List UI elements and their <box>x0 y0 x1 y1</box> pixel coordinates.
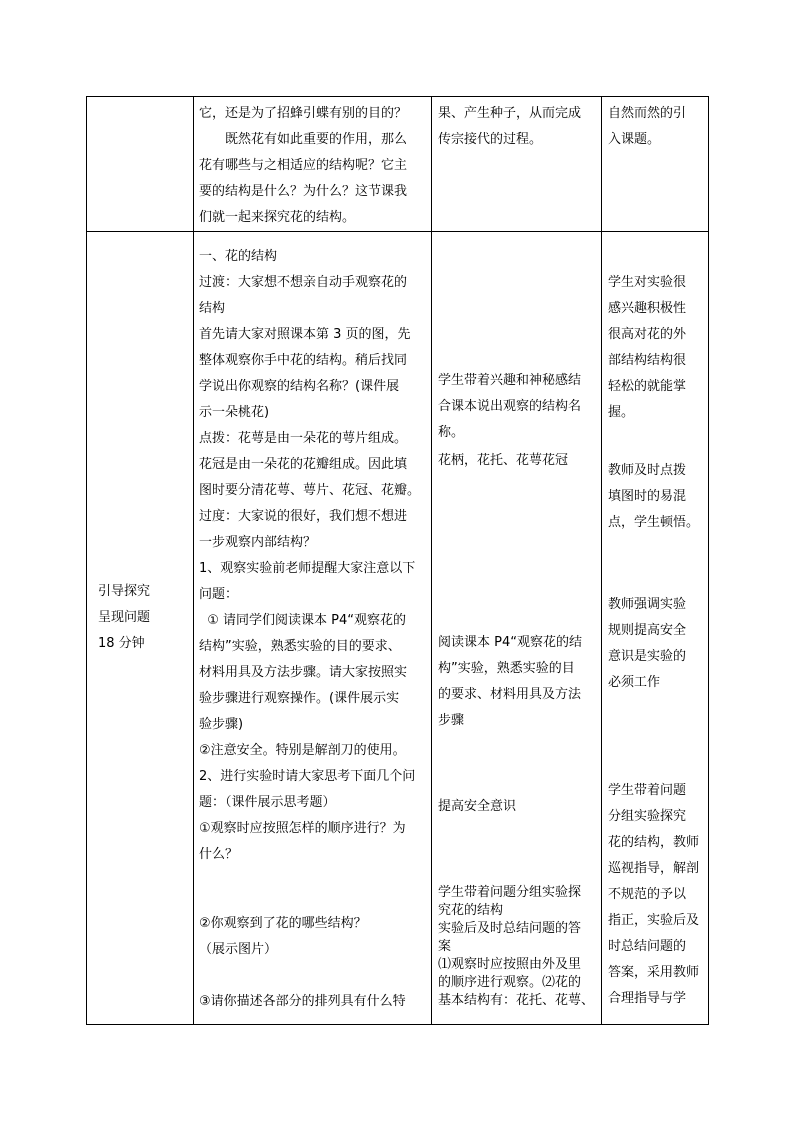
teacher-line: ①观察时应按照怎样的顺序进行？为 <box>199 821 406 836</box>
teacher-line: 验步骤) <box>199 717 244 732</box>
student-line: 学生带着问题分组实验探 <box>438 885 582 900</box>
stage-duration: 18 分钟 <box>98 636 145 651</box>
intent-line: 点，学生顿悟。 <box>608 515 700 530</box>
teacher-line: ① 请同学们阅读课本 P4“观察花的 <box>199 613 407 628</box>
row1-col4-line: 入课题。 <box>608 132 661 147</box>
student-line: ⑴观察时应按照由外及里 <box>438 957 582 972</box>
intent-line: 必须工作 <box>608 675 661 690</box>
student-line: 步骤 <box>438 713 465 728</box>
row2-col3-block-b <box>438 448 568 474</box>
intent-line: 教师及时点拨 <box>608 463 687 478</box>
row1-col2-line: 既然花有如此重要的作用，那么 <box>225 132 408 147</box>
teacher-line: （展示图片） <box>199 942 278 957</box>
student-line: 花柄，花托、花萼花冠 <box>438 453 569 468</box>
row2-col4-block-d <box>608 778 699 1012</box>
intent-line: 学生带着问题 <box>608 783 687 798</box>
row2-col3-block-d <box>438 794 516 820</box>
teacher-line: 题：（课件展示思考题） <box>199 795 336 810</box>
intent-line: 指正，实验后及 <box>608 913 700 928</box>
row1-col3-cell <box>438 101 581 153</box>
student-line: 的要求、材料用具及方法 <box>438 687 582 702</box>
teacher-line: 结构 <box>199 301 226 316</box>
row2-col3-block-e <box>438 884 594 1010</box>
intent-line: 答案，采用教师 <box>608 965 700 980</box>
row1-col2-line: 它，还是为了招蜂引蝶有别的目的？ <box>199 106 408 121</box>
intent-line: 花的结构，教师 <box>608 835 700 850</box>
student-line: 基本结构有：花托、花萼、 <box>438 993 595 1008</box>
intent-line: 巡视指导，解剖 <box>608 861 700 876</box>
table-col-divider-3 <box>601 96 602 1025</box>
teacher-line: 花冠是由一朵花的花瓣组成。因此填 <box>199 457 408 472</box>
table-border-right <box>708 96 709 1025</box>
table-row-divider <box>86 231 709 232</box>
table-col-divider-2 <box>431 96 432 1025</box>
row2-col3-block-a <box>438 368 581 446</box>
teacher-line: 过度：大家说的很好，我们想不想进 <box>199 509 408 524</box>
student-line: 学生带着兴趣和神秘感结 <box>438 373 582 388</box>
teacher-line: 材料用具及方法步骤。请大家按照实 <box>199 665 408 680</box>
teacher-line: 2、进行实验时请大家思考下面几个问 <box>199 769 416 784</box>
teacher-line: 结构”实验，熟悉实验的目的要求、 <box>199 639 401 654</box>
teacher-line: 图时要分清花萼、萼片、花冠、花瓣。 <box>199 483 421 498</box>
intent-line: 不规范的予以 <box>608 887 687 902</box>
teacher-line: 问题： <box>199 587 239 602</box>
student-line: 构”实验，熟悉实验的目 <box>438 661 575 676</box>
table-border-top <box>86 96 709 97</box>
student-line: 的顺序进行观察。⑵花的 <box>438 975 582 990</box>
student-line: 称。 <box>438 425 465 440</box>
teacher-line: ②注意安全。特别是解剖刀的使用。 <box>199 743 406 758</box>
student-line: 阅读课本 P4“观察花的结 <box>438 635 582 650</box>
teacher-line: 什么？ <box>199 847 239 862</box>
row1-col2-line: 们就一起来探究花的结构。 <box>199 210 356 225</box>
stage-label: 呈现问题 <box>98 610 151 625</box>
teacher-line: 首先请大家对照课本第 3 页的图，先 <box>199 327 411 342</box>
row1-col4-cell <box>608 101 686 153</box>
table-col-divider-1 <box>193 96 194 1025</box>
intent-line: 填图时的易混 <box>608 489 687 504</box>
teacher-line: 1、观察实验前老师提醒大家注意以下 <box>199 561 416 576</box>
teacher-line: ②你观察到了花的哪些结构？ <box>199 916 367 931</box>
intent-line: 合理指导与学 <box>608 991 687 1006</box>
intent-line: 规则提高安全 <box>608 623 687 638</box>
row2-col1-cell <box>98 579 150 657</box>
row1-col3-line: 果、产生种子，从而完成 <box>438 106 582 121</box>
row1-col4-line: 自然而然的引 <box>608 106 687 121</box>
teacher-line: 验步骤进行观察操作。(课件展示实 <box>199 691 400 706</box>
student-line: 提高安全意识 <box>438 799 517 814</box>
teacher-line: 示一朵桃花) <box>199 405 270 420</box>
teacher-line: 点拨：花萼是由一朵花的萼片组成。 <box>199 431 408 446</box>
teacher-line: 学说出你观察的结构名称？(课件展 <box>199 379 400 394</box>
row2-col2-block-c <box>199 989 406 1015</box>
student-line: 实验后及时总结问题的答 <box>438 921 582 936</box>
intent-line: 感兴趣积极性 <box>608 301 687 316</box>
table-border-left <box>86 96 87 1025</box>
intent-line: 轻松的就能掌 <box>608 379 687 394</box>
row2-col4-block-b <box>608 458 699 536</box>
row2-col4-block-c <box>608 592 686 696</box>
row1-col2-line: 花有哪些与之相适应的结构呢？它主 <box>199 158 408 173</box>
row1-col2-line: 要的结构是什么？为什么？这节课我 <box>199 184 408 199</box>
intent-line: 分组实验探究 <box>608 809 687 824</box>
student-line: 合课本说出观察的结构名 <box>438 399 582 414</box>
intent-line: 很高对花的外 <box>608 327 687 342</box>
table-border-bottom <box>86 1024 709 1025</box>
intent-line: 学生对实验很 <box>608 275 687 290</box>
teacher-line: 过渡：大家想不想亲自动手观察花的 <box>199 275 408 290</box>
teacher-line: 整体观察你手中花的结构。稍后找同 <box>199 353 408 368</box>
teacher-line: ③请你描述各部分的排列具有什么特 <box>199 994 406 1009</box>
student-line: 案 <box>438 939 452 954</box>
intent-line: 时总结问题的 <box>608 939 687 954</box>
intent-line: 意识是实验的 <box>608 649 687 664</box>
row1-col2-cell <box>199 101 407 231</box>
stage-label: 引导探究 <box>98 584 151 599</box>
row1-col3-line: 传宗接代的过程。 <box>438 132 543 147</box>
section-heading: 一、花的结构 <box>199 249 278 264</box>
teacher-line: 一步观察内部结构？ <box>199 535 317 550</box>
row2-col2-block-a <box>199 244 420 868</box>
row2-col3-block-c <box>438 630 582 734</box>
intent-line: 教师强调实验 <box>608 597 687 612</box>
intent-line: 部结构结构很 <box>608 353 687 368</box>
student-line: 究花的结构 <box>438 903 504 918</box>
row2-col2-block-b <box>199 911 367 963</box>
row2-col4-block-a <box>608 270 686 426</box>
intent-line: 握。 <box>608 405 635 420</box>
